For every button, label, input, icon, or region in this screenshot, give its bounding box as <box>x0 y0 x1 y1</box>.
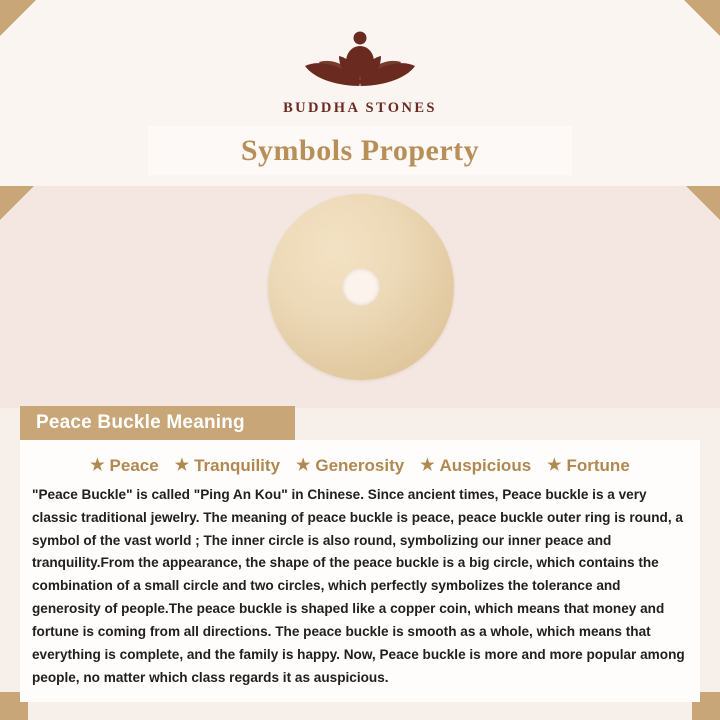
page-title: Symbols Property <box>240 133 480 167</box>
body-paragraph: "Peace Buckle" is called "Ping An Kou" in Chinese. Since ancient times, Peace buckle is a very classic traditional jewelry. The meaning of peace buckle is peace, peace buckle outer ring is round, a symbol of the vast world ; The inner circle is also round, symbolizing our inner peace and tranquility.From the appearance, the shape of the peace buckle is a big circle, which contains the combination of a small circle and two circles, which perfectly symbolizes the tolerance and generosity of people.The peace buckle is shaped like a copper coin, which means that money and fortune is coming from all directions. The peace buckle is smooth as a whole, which means that everything is complete, and the family is happy. Now, Peace buckle is more and more popular among people, no matter which class regards it as auspicious. <box>32 487 685 685</box>
brand-logo <box>0 22 720 117</box>
keyword-item <box>296 456 404 476</box>
section-label <box>20 406 295 440</box>
keyword-item <box>420 456 531 476</box>
star-icon: ★ <box>547 457 562 474</box>
disc-center-hole <box>342 268 380 306</box>
keyword-item <box>547 456 630 476</box>
peace-buckle-disc-icon <box>268 194 454 380</box>
lotus-meditation-icon <box>285 22 435 96</box>
keyword-label: Peace <box>109 456 159 475</box>
keyword-label: Auspicious <box>439 456 532 475</box>
content-card <box>20 440 700 702</box>
star-icon: ★ <box>90 457 105 474</box>
star-icon: ★ <box>296 457 311 474</box>
keyword-list <box>20 440 700 482</box>
star-icon: ★ <box>174 457 190 474</box>
section-label-text: Peace Buckle Meaning <box>36 412 245 433</box>
star-icon: ★ <box>420 457 435 474</box>
keyword-item <box>90 456 159 476</box>
product-image <box>268 194 454 380</box>
keyword-label: Tranquility <box>194 456 281 475</box>
keyword-label: Generosity <box>315 456 405 475</box>
title-banner <box>148 126 572 175</box>
brand-name: BUDDHA STONES <box>283 100 437 116</box>
keyword-item <box>175 456 280 476</box>
keyword-label: Fortune <box>566 456 630 475</box>
